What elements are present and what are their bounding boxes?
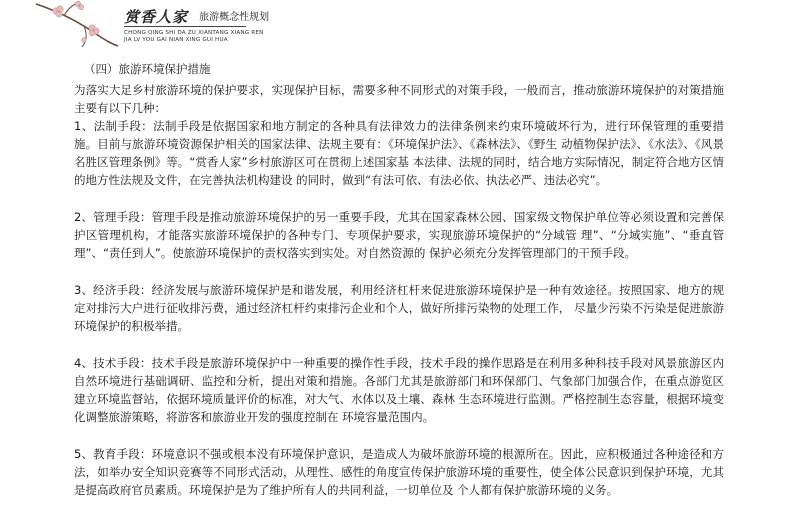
intro-paragraph: 为落实大足乡村旅游环境的保护要求，实现保护目标，需要多种不同形式的对策手段，一般而言，推动旅游环境保护的对策措施主要有以下几种： <box>74 83 724 115</box>
section-title: （四）旅游环境保护措施 <box>84 62 211 76</box>
page-header <box>0 0 791 50</box>
item-legal: 1、法制手段：法制手段是依据国家和地方制定的各种具有法律效力的法律条例来约束环境破坏行为，进行环保管理的重要措施。目前与旅游环境资源保护相关的国家法律、法规主要有：《环境保护法》、《森林法》、《野生 动植物保护法》、《水法》、《风景名胜区管理条例》等。“赏香人家”乡村旅游区可在贯彻上述国家基 本法律、法规的同时，结合地方实际情况，制定符合地方区情的地方性法规及文件，在完善执法机构建设 的同时，做到“有法可依、有法必依、执法必严、违法必究”。 <box>74 119 724 187</box>
brand-title: 赏香人家 <box>124 8 189 26</box>
item-technical: 4、技术手段：技术手段是旅游环境保护中一种重要的操作性手段，技术手段的操作思路是在利用多种科技手段对风景旅游区内自然环境进行基础调研、监控和分析，提出对策和措施。各部门尤其是旅游部门和环保部门、气象部门加强合作，在重点游览区建立环境监督站，依据环境质量评价的标准，对大气、水体以及土壤、森林 生态环境进行监测。严格控制生态容量，根据环境变化调整旅游策略，将游客和旅游业开发的强度控制在 环境容量范围内。 <box>74 356 724 424</box>
item-education: 5、教育手段：环境意识不强或根本没有环境保护意识，是造成人为破坏旅游环境的根源所在。因此，应积极通过各种途径和方法，如举办安全知识竞赛等不同形式活动，从理性、感性的角度宣传保护旅游环境的重要性，使全体公民意识到保护环境，尤其是提高政府官员素质。环境保护是为了维护所有人的共同利益，一切单位及 个人都有保护旅游环境的义务。 <box>74 447 724 497</box>
brand-logo <box>124 6 269 27</box>
brand-pinyin <box>124 30 263 44</box>
brand-subtitle: 旅游概念性规划 <box>199 12 270 23</box>
plum-blossom-branch-icon <box>34 0 120 48</box>
item-management: 2、管理手段：管理手段是推动旅游环境保护的另一重要手段，尤其在国家森林公园、国家级文物保护单位等必须设置和完善保护区管理机构，才能落实旅游环境保护的各种专门、专项保护要求，实现旅游环境保护的“分域管 理”、“分域实施”、“垂直管理”、“责任到人”。使旅游环境保护的责权落实到实处。对自然资源的 保护必须充分发挥管理部门的干预手段。 <box>74 210 724 260</box>
header-divider <box>124 26 246 27</box>
pinyin-line-2: JIA LV YOU GAI NIAN XING GUI HUA <box>124 37 228 43</box>
item-economic: 3、经济手段：经济发展与旅游环境保护是和谐发展，利用经济杠杆来促进旅游环境保护是一种有效途径。按照国家、地方的规定对排污大户进行征收排污费，通过经济杠杆约束排污企业和个人，做好所排污染物的处理工作， 尽量少污染不污染是促进旅游环境保护的积极举措。 <box>74 283 724 333</box>
document-body <box>74 60 724 499</box>
pinyin-line-1: CHONG QING SHI DA ZU XIANTANG XIANG REN <box>124 30 264 36</box>
